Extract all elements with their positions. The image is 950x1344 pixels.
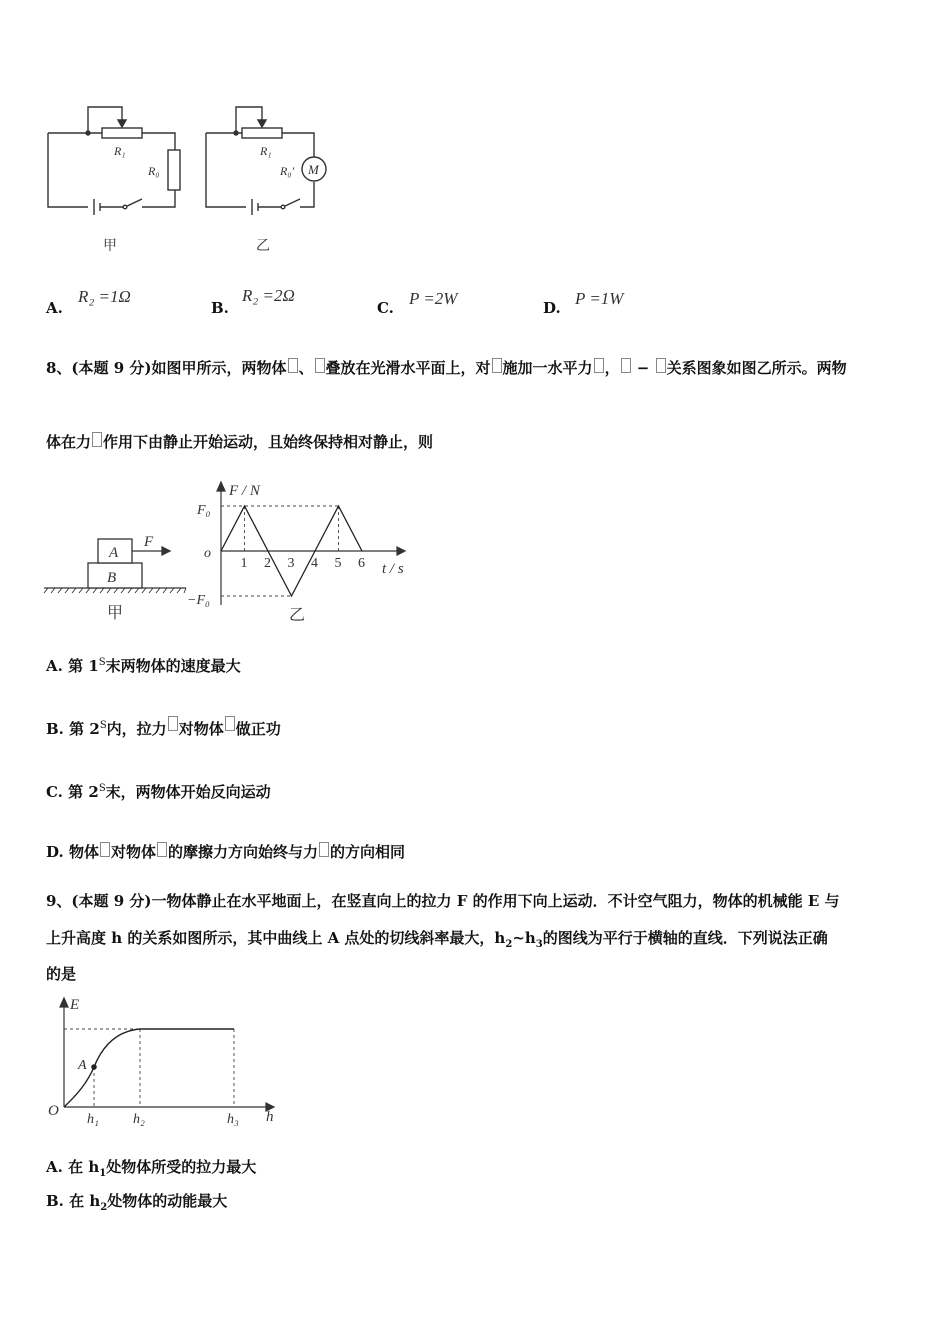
option-letter: A. — [46, 299, 63, 317]
x-axis-label: t / s — [382, 561, 404, 577]
x-axis-label: h — [266, 1109, 274, 1125]
missing-symbol-icon — [319, 842, 329, 857]
origin-label: O — [48, 1103, 59, 1119]
option-formula: R₂ =2Ω — [242, 286, 295, 305]
missing-symbol-icon — [100, 842, 110, 857]
missing-symbol-icon — [315, 358, 325, 373]
option-letter: C. — [377, 299, 394, 317]
q8-stem-line1: 8、(本题 9 分)如图甲所示，两物体 、 叠放在光滑水平面上，对 施加一水平力 ， − 关系图象如图乙所示。两物 — [46, 359, 847, 377]
y-tick-f0: F₀ — [197, 503, 211, 518]
option-letter: B. — [211, 299, 229, 317]
origin-label: o — [204, 546, 211, 561]
block-a-label: A — [109, 545, 119, 561]
motor-label: M — [308, 162, 319, 177]
point-a-label: A — [78, 1058, 87, 1073]
block-b-label: B — [107, 570, 117, 586]
caption-jia: 甲 — [103, 239, 117, 254]
q9-option-b: B. 在 $h_2$处物体的动能最大 — [46, 1192, 228, 1213]
x-tick-label: 6 — [358, 556, 365, 571]
energy-curve — [64, 1029, 234, 1107]
missing-symbol-icon — [92, 432, 102, 447]
force-time-chart — [185, 475, 425, 625]
caption-yi: 乙 — [289, 607, 306, 624]
energy-height-graph — [44, 995, 284, 1130]
missing-symbol-icon — [288, 358, 298, 373]
x-tick-label: 5 — [334, 556, 342, 571]
r0-prime-label: R₀′ — [280, 164, 295, 178]
tick-h1: h₁ — [87, 1112, 99, 1127]
q9-option-a: A. 在 $h_1$处物体所受的拉力最大 — [46, 1158, 257, 1179]
y-axis-label: F / N — [229, 483, 260, 499]
q8-option-b: B. 第 $2^S$内，拉力 对物体 做正功 — [46, 716, 281, 739]
r0-label: R₀ — [148, 164, 160, 178]
tick-h2: h₂ — [133, 1112, 145, 1127]
caption-yi: 乙 — [256, 239, 270, 254]
missing-symbol-icon — [157, 842, 167, 857]
option-letter: D. — [543, 299, 561, 317]
missing-symbol-icon — [168, 716, 178, 731]
q8-option-c: C. 第 $2^S$末，两物体开始反向运动 — [46, 783, 271, 801]
x-tick-label: 1 — [240, 556, 248, 571]
point-a-marker — [91, 1064, 97, 1070]
r1-label: R₁ — [260, 144, 272, 158]
missing-symbol-icon — [225, 716, 235, 731]
missing-symbol-icon — [656, 358, 666, 373]
option-formula: P =2W — [409, 289, 458, 308]
circuit-figure-jia — [40, 95, 190, 265]
q9-stem-line3: 的是 — [46, 965, 77, 983]
missing-symbol-icon — [621, 358, 631, 373]
blocks-figure-jia — [44, 530, 194, 625]
missing-symbol-icon — [492, 358, 502, 373]
tick-h3: h₃ — [227, 1112, 239, 1127]
option-formula: R₂ =1Ω — [78, 287, 131, 306]
x-tick-label: 4 — [311, 556, 318, 571]
q8-stem-line2: 体在力 作用下由静止开始运动，且始终保持相对静止，则 — [46, 433, 434, 451]
x-tick-label: 2 — [264, 556, 271, 571]
option-formula: P =1W — [575, 289, 624, 308]
y-tick-neg-f0: −F₀ — [187, 593, 210, 608]
q8-option-d: D. 物体 对物体 的摩擦力方向始终与力 的方向相同 — [46, 843, 405, 861]
missing-symbol-icon — [594, 358, 604, 373]
q9-stem-line1: 9、(本题 9 分)一物体静止在水平地面上，在竖直向上的拉力 F 的作用下向上运动．不计空气阻力，物体的机械能 E 与 — [46, 892, 840, 910]
q9-stem-line2: 上升高度 h 的关系如图所示，其中曲线上 A 点处的切线斜率最大，$h_2\sim h_3$的图线为平行于横轴的直线．下列说法正确 — [46, 929, 828, 950]
q8-option-a: A. 第 $1^S$末两物体的速度最大 — [46, 657, 241, 675]
r1-label: R₁ — [114, 144, 126, 158]
y-axis-label: E — [70, 997, 80, 1013]
force-label: F — [144, 534, 154, 550]
x-tick-label: 3 — [287, 556, 295, 571]
caption-jia: 甲 — [107, 605, 124, 622]
circuit-figure-yi — [198, 95, 348, 265]
